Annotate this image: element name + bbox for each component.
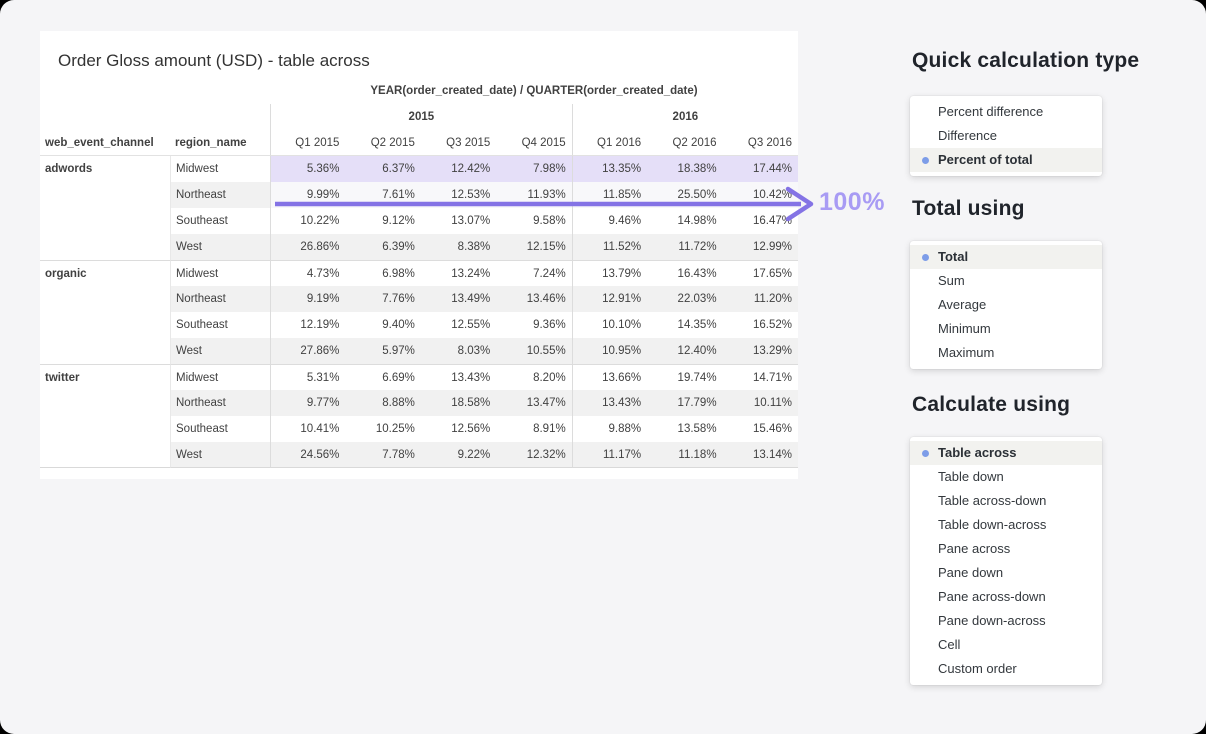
menu-item[interactable]: [910, 585, 1102, 609]
menu-item-label: Difference: [938, 128, 998, 143]
menu-item[interactable]: [910, 124, 1102, 148]
value-cell[interactable]: 11.18%: [647, 442, 722, 468]
region-cell[interactable]: Northeast: [170, 182, 270, 208]
value-cell[interactable]: 13.07%: [451, 215, 491, 227]
value-cell[interactable]: 16.52%: [752, 319, 792, 331]
menu-item[interactable]: [910, 341, 1102, 365]
menu-item[interactable]: [910, 317, 1102, 341]
value-cell[interactable]: 12.42%: [421, 156, 496, 182]
dimension-header: YEAR(order_created_date) / QUARTER(order_created_date): [370, 85, 698, 97]
region-cell[interactable]: Midwest: [170, 260, 270, 286]
value-cell[interactable]: 9.99%: [270, 182, 345, 208]
region-cell[interactable]: Northeast: [170, 390, 270, 416]
value-cell[interactable]: 13.35%: [572, 156, 647, 182]
value-cell[interactable]: 9.46%: [572, 208, 647, 234]
value-cell[interactable]: 13.66%: [572, 364, 647, 390]
value-cell[interactable]: 11.52%: [572, 234, 647, 260]
region-cell[interactable]: Southeast: [170, 208, 270, 234]
row-field-header[interactable]: web_event_channel: [40, 130, 170, 156]
value-cell[interactable]: 17.44%: [723, 156, 798, 182]
value-cell[interactable]: 12.19%: [270, 312, 345, 338]
value-cell[interactable]: 17.79%: [647, 390, 722, 416]
total-using-heading: Total using: [912, 197, 1025, 220]
value-cell[interactable]: 6.98%: [345, 260, 420, 286]
value-cell[interactable]: 7.98%: [496, 156, 571, 182]
value-cell[interactable]: 13.58%: [677, 423, 717, 435]
region-cell[interactable]: Southeast: [170, 416, 270, 442]
region-cell[interactable]: Midwest: [170, 364, 270, 390]
value-cell[interactable]: 14.35%: [677, 319, 717, 331]
value-cell[interactable]: 7.78%: [345, 442, 420, 468]
value-cell[interactable]: 24.56%: [270, 442, 345, 468]
menu-item[interactable]: [910, 561, 1102, 585]
selected-dot-icon: [922, 157, 929, 164]
total-annotation-label: 100%: [819, 188, 885, 216]
quick-calculation-type-heading: Quick calculation type: [912, 49, 1140, 72]
value-cell[interactable]: 8.38%: [421, 234, 496, 260]
value-cell[interactable]: 5.97%: [345, 338, 420, 364]
selected-dot-icon: [922, 450, 929, 457]
menu-item-label: Total: [938, 249, 969, 264]
value-cell[interactable]: 5.31%: [270, 364, 345, 390]
value-cell[interactable]: 10.25%: [375, 423, 415, 435]
year-header: 2015: [270, 104, 572, 130]
value-cell[interactable]: 16.47%: [752, 215, 792, 227]
menu-item[interactable]: [910, 657, 1102, 681]
value-cell[interactable]: 11.17%: [572, 442, 647, 468]
value-cell[interactable]: 13.47%: [496, 390, 571, 416]
column-header[interactable]: Q4 2015: [496, 130, 571, 156]
value-cell[interactable]: 12.99%: [723, 234, 798, 260]
value-cell[interactable]: 14.71%: [723, 364, 798, 390]
value-cell[interactable]: 12.32%: [496, 442, 571, 468]
value-cell[interactable]: 7.24%: [496, 260, 571, 286]
value-cell[interactable]: 12.40%: [647, 338, 722, 364]
value-cell[interactable]: 8.20%: [496, 364, 571, 390]
value-cell[interactable]: 18.38%: [647, 156, 722, 182]
value-cell[interactable]: 26.86%: [270, 234, 345, 260]
value-cell[interactable]: 9.12%: [382, 215, 415, 227]
value-cell[interactable]: 4.73%: [270, 260, 345, 286]
menu-item[interactable]: [910, 293, 1102, 317]
menu-item[interactable]: [910, 489, 1102, 513]
value-cell[interactable]: 6.37%: [345, 156, 420, 182]
total-using-menu: [910, 241, 1102, 369]
value-cell[interactable]: 7.61%: [345, 182, 420, 208]
menu-item-label: Table across: [938, 445, 1017, 460]
calculate-using-heading: Calculate using: [912, 393, 1071, 416]
menu-item-label: Pane across: [938, 541, 1011, 556]
menu-item[interactable]: [910, 465, 1102, 489]
value-cell[interactable]: 12.56%: [451, 423, 491, 435]
value-cell[interactable]: 16.43%: [647, 260, 722, 286]
value-cell[interactable]: 9.88%: [572, 416, 647, 442]
value-cell[interactable]: 9.22%: [421, 442, 496, 468]
value-cell[interactable]: 7.76%: [345, 286, 420, 312]
value-cell[interactable]: 11.72%: [647, 234, 722, 260]
value-cell[interactable]: 9.77%: [270, 390, 345, 416]
value-cell[interactable]: 19.74%: [647, 364, 722, 390]
value-cell[interactable]: 13.49%: [421, 286, 496, 312]
value-cell[interactable]: 5.36%: [270, 156, 345, 182]
value-cell[interactable]: 6.69%: [345, 364, 420, 390]
menu-item[interactable]: [910, 100, 1102, 124]
value-cell[interactable]: 8.88%: [345, 390, 420, 416]
value-cell[interactable]: 11.20%: [723, 286, 798, 312]
value-cell[interactable]: 9.36%: [533, 319, 566, 331]
menu-item-label: Table down: [938, 469, 1004, 484]
value-cell[interactable]: 10.41%: [270, 416, 345, 442]
column-header[interactable]: Q3 2015: [421, 130, 496, 156]
column-header[interactable]: Q1 2016: [572, 130, 647, 156]
value-cell[interactable]: 22.03%: [647, 286, 722, 312]
region-cell[interactable]: West: [170, 234, 270, 260]
value-cell[interactable]: 12.15%: [496, 234, 571, 260]
value-cell[interactable]: 13.79%: [572, 260, 647, 286]
column-header[interactable]: Q2 2015: [345, 130, 420, 156]
menu-item-label: Pane across-down: [938, 589, 1046, 604]
menu-item[interactable]: [910, 513, 1102, 537]
value-cell[interactable]: 10.95%: [572, 338, 647, 364]
region-cell[interactable]: Midwest: [170, 156, 270, 182]
menu-item[interactable]: [910, 609, 1102, 633]
value-cell[interactable]: 8.03%: [421, 338, 496, 364]
channel-cell[interactable]: twitter: [40, 364, 170, 468]
value-cell[interactable]: 13.29%: [723, 338, 798, 364]
value-cell[interactable]: 9.19%: [270, 286, 345, 312]
menu-item[interactable]: [910, 537, 1102, 561]
value-cell[interactable]: 14.98%: [677, 215, 717, 227]
value-cell[interactable]: 17.65%: [723, 260, 798, 286]
value-cell[interactable]: 10.55%: [496, 338, 571, 364]
value-cell[interactable]: 10.11%: [723, 390, 798, 416]
menu-item-label: Custom order: [938, 661, 1017, 676]
menu-item-label: Pane down: [938, 565, 1004, 580]
value-cell[interactable]: 8.91%: [533, 423, 566, 435]
value-cell[interactable]: 10.22%: [270, 208, 345, 234]
menu-item-label: Percent of total: [938, 152, 1033, 167]
year-header: 2016: [572, 104, 798, 130]
menu-item-label: Percent difference: [938, 104, 1044, 119]
menu-item-label: Pane down-across: [938, 613, 1046, 628]
menu-item-label: Minimum: [938, 321, 991, 336]
channel-cell[interactable]: organic: [40, 260, 170, 364]
value-cell[interactable]: 11.93%: [496, 182, 571, 208]
column-header[interactable]: Q2 2016: [647, 130, 722, 156]
region-cell[interactable]: Southeast: [170, 312, 270, 338]
value-cell[interactable]: 9.58%: [533, 215, 566, 227]
column-header[interactable]: Q3 2016: [723, 130, 798, 156]
region-cell[interactable]: West: [170, 338, 270, 364]
menu-item-label: Table down-across: [938, 517, 1047, 532]
menu-item-label: Sum: [938, 273, 965, 288]
region-cell[interactable]: Northeast: [170, 286, 270, 312]
menu-item-label: Maximum: [938, 345, 995, 360]
row-field-header[interactable]: region_name: [170, 130, 270, 156]
menu-item-label: Average: [938, 297, 987, 312]
value-cell[interactable]: 10.42%: [723, 182, 798, 208]
menu-item[interactable]: [910, 269, 1102, 293]
pivot-table: [40, 78, 798, 468]
value-cell[interactable]: 12.53%: [421, 182, 496, 208]
quick-calculation-type-menu: [910, 96, 1102, 176]
value-cell[interactable]: 10.10%: [572, 312, 647, 338]
value-cell[interactable]: 18.58%: [421, 390, 496, 416]
value-cell[interactable]: 13.46%: [496, 286, 571, 312]
menu-item[interactable]: [910, 245, 1102, 269]
value-cell[interactable]: 6.39%: [345, 234, 420, 260]
value-cell[interactable]: 9.40%: [382, 319, 415, 331]
value-cell[interactable]: 15.46%: [752, 423, 792, 435]
value-cell[interactable]: 13.43%: [421, 364, 496, 390]
table-card: [40, 31, 798, 479]
value-cell[interactable]: 25.50%: [647, 182, 722, 208]
menu-item-label: Table across-down: [938, 493, 1047, 508]
value-cell[interactable]: 11.85%: [572, 182, 647, 208]
value-cell[interactable]: 12.91%: [572, 286, 647, 312]
card-title: Order Gloss amount (USD) - table across: [58, 51, 370, 70]
channel-cell[interactable]: adwords: [40, 156, 170, 260]
menu-item-label: Cell: [938, 637, 961, 652]
menu-item[interactable]: [910, 148, 1102, 172]
value-cell[interactable]: 13.43%: [572, 390, 647, 416]
menu-item[interactable]: [910, 633, 1102, 657]
column-header[interactable]: Q1 2015: [270, 130, 345, 156]
value-cell[interactable]: 12.55%: [451, 319, 491, 331]
value-cell[interactable]: 13.24%: [421, 260, 496, 286]
value-cell[interactable]: 27.86%: [270, 338, 345, 364]
menu-item[interactable]: [910, 441, 1102, 465]
calculate-using-menu: [910, 437, 1102, 685]
selected-dot-icon: [922, 254, 929, 261]
value-cell[interactable]: 13.14%: [723, 442, 798, 468]
region-cell[interactable]: West: [170, 442, 270, 468]
